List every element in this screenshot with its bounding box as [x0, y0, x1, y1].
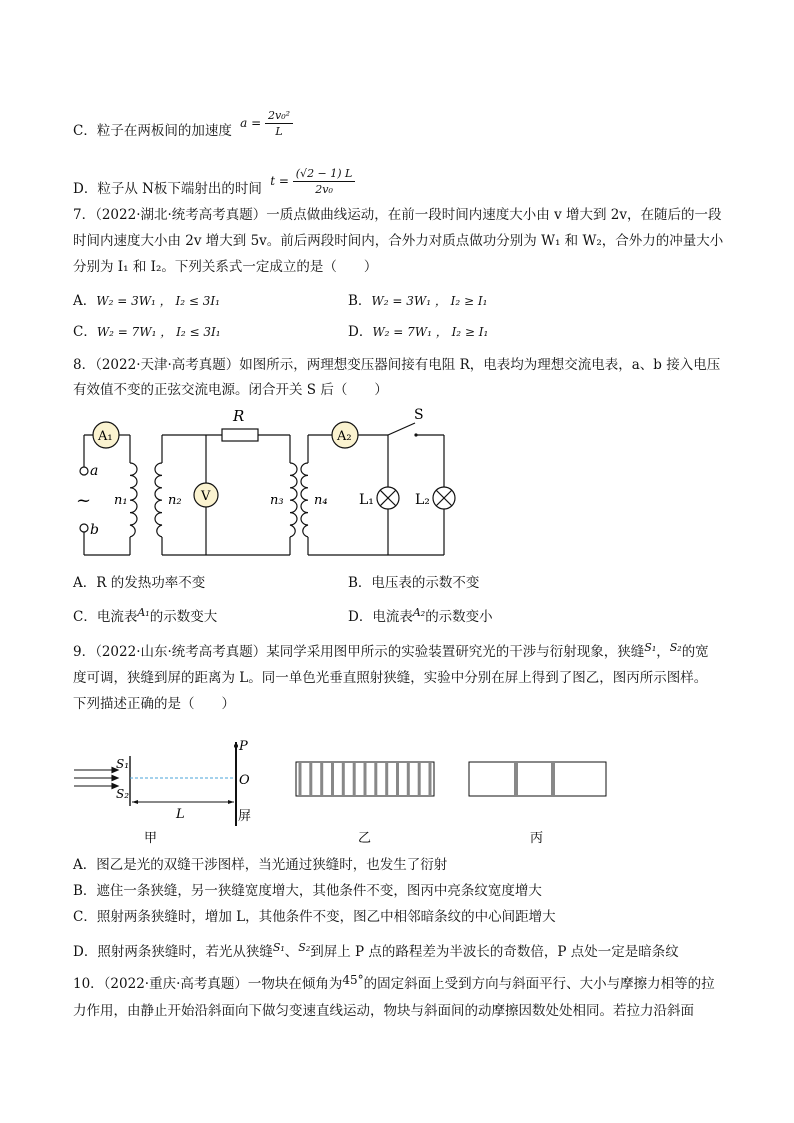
- q6-option-d: D．粒子从 N板下端射出的时间 t = $\frac{(√2 - 1) L}{\text{2v₀}}$: [73, 174, 355, 205]
- ac-source-label: ~: [76, 490, 92, 511]
- dark-fringe: [407, 762, 410, 796]
- coil-n1-label: n₁: [114, 493, 128, 508]
- q8-stem-line-2: 有效值不变的正弦交流电源。闭合开关 S 后（ ）: [73, 382, 388, 398]
- dark-fringe: [299, 762, 302, 796]
- q10-stem-line-1: 10．（2022·重庆·高考真题）一物块在倾角为45°的固定斜面上受到方向与斜面平行、大小与摩擦力相等的拉: [73, 973, 715, 992]
- dark-fringe: [374, 762, 377, 796]
- q9-stem-line-1: 9．（2022·山东·统考高考真题）某同学采用图甲所示的实验装置研究光的干涉与衍射现象，狭缝$^{S_1}$，$^{S_2}$的宽: [73, 641, 709, 660]
- dark-fringe: [396, 762, 399, 796]
- lamp-l2-label: L₂: [415, 492, 430, 508]
- switch-contact-icon: [414, 433, 417, 436]
- q8-stem-line-1: 8．（2022·天津·高考真题）如图所示，两理想变压器间接有电阻 R，电表均为理想交流电表，a、b 接入电压: [73, 357, 721, 373]
- lamp-l1-label: L₁: [359, 492, 374, 508]
- dark-fringe: [353, 762, 356, 796]
- screen-label: 屏: [238, 809, 252, 824]
- q7-option-a: A．W₂ = 3W₁ ， I₂ ≤ 3I₁: [73, 293, 220, 309]
- lamp-l1-icon: [377, 487, 399, 509]
- resistor-label: R: [233, 407, 245, 425]
- q8-option-a: A．R 的发热功率不变: [73, 575, 206, 591]
- q8-option-b: B．电压表的示数不变: [348, 575, 480, 591]
- slit-s1-label: S₁: [116, 757, 130, 771]
- q7-stem-line-1: 7．（2022·湖北·统考高考真题）一质点做曲线运动，在前一段时间内速度大小由 v 增大到 2v，在随后的一段: [73, 207, 722, 223]
- dark-fringe: [364, 762, 367, 796]
- slit-s2-label: S₂: [116, 787, 130, 801]
- q7-stem-line-2: 时间内速度大小由 2v 增大到 5v。前后两段时间内，合外力对质点做功分别为 W₁ 和 W₂，合外力的冲量大小: [73, 233, 724, 249]
- q10-stem-line-2: 力作用，由静止开始沿斜面向下做匀变速直线运动，物块与斜面间的动摩擦因数处处相同。若拉力沿斜面: [73, 1003, 694, 1019]
- coil-n2-label: n₂: [168, 493, 182, 508]
- figure-bing-caption: 丙: [530, 831, 544, 846]
- voltmeter-label: V: [201, 489, 211, 504]
- dark-fringe: [342, 762, 345, 796]
- dark-fringe: [309, 762, 312, 796]
- point-p-label: P: [239, 739, 248, 754]
- figure-yi-caption: 乙: [358, 831, 372, 846]
- coil-n4-label: n₄: [314, 493, 328, 508]
- q9-stem-line-3: 下列描述正确的是（ ）: [73, 696, 235, 712]
- q8-option-d: D．电流表$^{A_2}$的示数变小: [348, 606, 493, 625]
- q9-option-b: B．遮住一条狭缝，另一狭缝宽度增大，其他条件不变，图丙中亮条纹宽度增大: [73, 883, 542, 899]
- figure-jia-caption: 甲: [144, 831, 158, 846]
- q7-option-d: D．W₂ = 7W₁ ， I₂ ≥ I₁: [348, 324, 489, 340]
- terminal-a-label: a: [90, 463, 99, 479]
- q9-stem-line-2: 度可调，狭缝到屏的距离为 L。同一单色光垂直照射狭缝，实验中分别在屏上得到了图乙，图丙所示图样。: [73, 670, 708, 686]
- dark-fringe: [418, 762, 421, 796]
- distance-l-label: L: [176, 807, 185, 822]
- q7-option-c: C．W₂ = 7W₁ ， I₂ ≤ 3I₁: [73, 324, 221, 340]
- q7-stem-line-3: 分别为 I₁ 和 I₂。下列关系式一定成立的是（ ）: [73, 259, 378, 275]
- q7-option-b: B．W₂ = 3W₁ ， I₂ ≥ I₁: [348, 293, 488, 309]
- figure-yi: [296, 762, 434, 846]
- q9-option-c: C．照射两条狭缝时，增加 L，其他条件不变，图乙中相邻暗条纹的中心间距增大: [73, 909, 556, 925]
- point-o-label: O: [239, 773, 250, 788]
- dark-fringe: [551, 762, 555, 796]
- dark-fringe: [514, 762, 518, 796]
- dark-fringe: [385, 762, 388, 796]
- ammeter-a1-label: A₁: [98, 429, 113, 444]
- dark-fringe: [320, 762, 323, 796]
- q6-c-formula: a = $\frac{\text{2v₀²}}{L}$: [240, 116, 293, 130]
- q6-option-c: C．粒子在两板间的加速度 a = $\frac{\text{2v₀²}}{L}$: [73, 116, 293, 147]
- ammeter-a2-label: A₂: [337, 429, 352, 444]
- lamp-l2-icon: [433, 487, 455, 509]
- dark-fringe: [331, 762, 334, 796]
- q8-option-c: C．电流表$^{A_1}$的示数变大: [73, 606, 218, 625]
- resistor-icon: [222, 429, 258, 441]
- dark-fringe: [429, 762, 432, 796]
- q6-d-formula: t = $\frac{(√2 - 1) L}{\text{2v₀}}$: [270, 174, 355, 188]
- q9-figures: [70, 730, 630, 850]
- switch-label: S: [414, 407, 424, 423]
- q8-circuit-diagram: [70, 405, 470, 565]
- q9-option-d: D．照射两条狭缝时，若光从狭缝$^{S_1}$、$^{S_2}$到屏上 P 点的路程差为半波长的奇数倍，P 点处一定是暗条纹: [73, 941, 679, 960]
- figure-jia: [74, 739, 251, 846]
- figure-bing: [469, 762, 606, 846]
- q9-option-a: A．图乙是光的双缝干涉图样，当光通过狭缝时，也发生了衍射: [73, 857, 448, 873]
- coil-n3-label: n₃: [270, 493, 284, 508]
- terminal-b-label: b: [90, 522, 99, 538]
